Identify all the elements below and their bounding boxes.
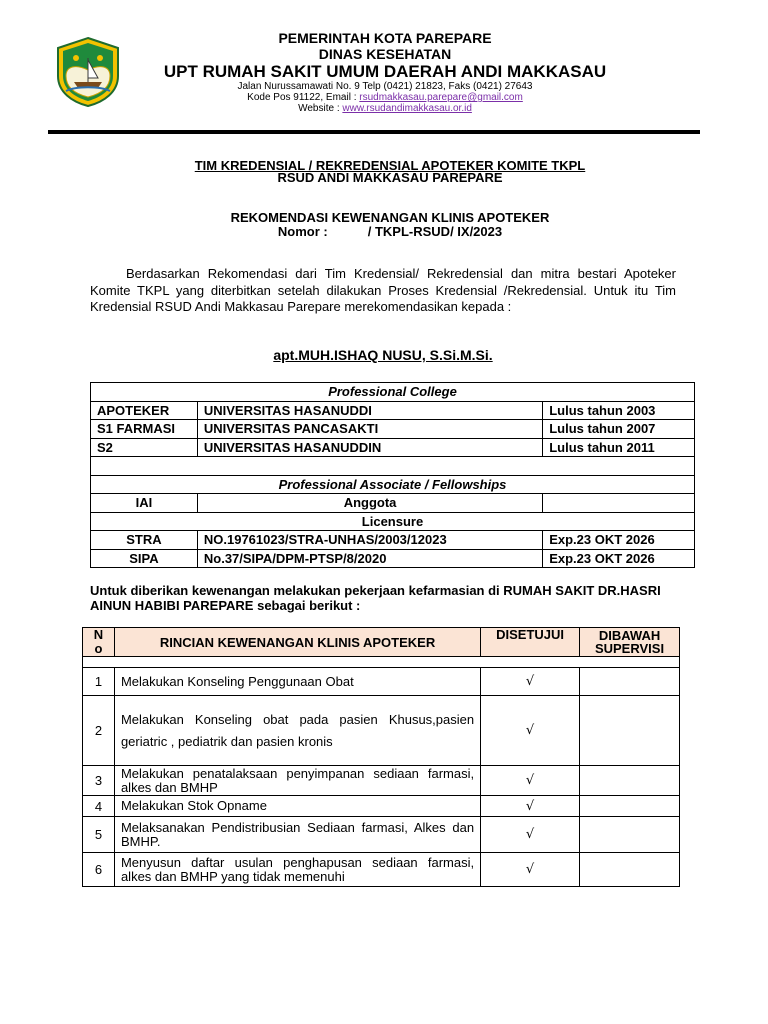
row-description: Melakukan Stok Opname: [114, 796, 480, 817]
table-row: [91, 457, 695, 476]
row-approved-check: √: [481, 817, 580, 853]
row-approved-check: √: [481, 696, 580, 766]
parepare-city-emblem-icon: [52, 36, 124, 108]
education-institution: UNIVERSITAS PANCASAKTI: [197, 420, 542, 439]
header-supervised: DIBAWAH SUPERVISI: [580, 628, 680, 657]
team-heading: TIM KREDENSIAL / REKREDENSIAL APOTEKER KOMITE TKPL: [194, 158, 586, 173]
row-supervised: [580, 668, 680, 696]
website-label: Website :: [298, 103, 343, 114]
row-description: Melakukan Konseling obat pada pasien Khusus,pasien geriatric , pediatrik dan pasien kronis: [114, 696, 480, 766]
row-description: Melakukan penatalaksaan penyimpanan sediaan farmasi, alkes dan BMHP: [114, 766, 480, 796]
table-row: [83, 657, 680, 668]
license-expiry: Exp.23 OKT 2026: [543, 549, 695, 568]
education-level: S2: [91, 438, 198, 457]
row-no: 5: [83, 817, 115, 853]
table-row: [91, 401, 695, 420]
recipient-name: apt.MUH.ISHAQ NUSU, S.Si.M.Si.: [273, 347, 493, 363]
table-row: [91, 420, 695, 439]
association-status: Anggota: [197, 494, 542, 513]
table-row: [83, 853, 680, 887]
licensure-header: Licensure: [91, 512, 695, 531]
row-no: 6: [83, 853, 115, 887]
row-supervised: [580, 696, 680, 766]
license-type: SIPA: [91, 549, 198, 568]
website-link[interactable]: www.rsudandimakkasau.or.id: [342, 103, 472, 114]
letterhead-government: PEMERINTAH KOTA PAREPARE: [278, 30, 492, 46]
clinical-authority-table: [82, 627, 680, 887]
row-no: 2: [83, 696, 115, 766]
row-no: 1: [83, 668, 115, 696]
license-expiry: Exp.23 OKT 2026: [543, 531, 695, 550]
spacer-row: [83, 657, 680, 668]
education-level: S1 FARMASI: [91, 420, 198, 439]
letterhead-divider: [48, 130, 700, 134]
document-number: [100, 224, 680, 239]
postal-email-label: Kode Pos 91122, Email :: [247, 92, 360, 103]
authority-intro: Untuk diberikan kewenangan melakukan pekerjaan kefarmasian di RUMAH SAKIT DR.HASRI AINUN HABIBI PAREPARE sebagai berikut :: [90, 583, 661, 613]
table-row: [83, 817, 680, 853]
education-graduation: Lulus tahun 2011: [543, 438, 695, 457]
table-row: [91, 531, 695, 550]
row-approved-check: √: [481, 853, 580, 887]
education-institution: UNIVERSITAS HASANUDDIN: [197, 438, 542, 457]
education-institution: UNIVERSITAS HASANUDDI: [197, 401, 542, 420]
row-description: Menyusun daftar usulan penghapusan sediaan farmasi, alkes dan BMHP yang tidak memenuhi: [114, 853, 480, 887]
row-supervised: [580, 853, 680, 887]
nomor-value: / TKPL-RSUD/ IX/2023: [367, 224, 503, 239]
row-description: Melakukan Konseling Penggunaan Obat: [114, 668, 480, 696]
letterhead-hospital-name: UPT RUMAH SAKIT UMUM DAERAH ANDI MAKKASAU: [163, 62, 607, 81]
table-row: [83, 696, 680, 766]
document-title: REKOMENDASI KEWENANGAN KLINIS APOTEKER: [230, 210, 550, 225]
row-no: 4: [83, 796, 115, 817]
empty-row: [91, 457, 695, 476]
empty-cell: [543, 494, 695, 513]
header-description: RINCIAN KEWENANGAN KLINIS APOTEKER: [114, 628, 480, 657]
education-graduation: Lulus tahun 2003: [543, 401, 695, 420]
license-number: NO.19761023/STRA-UNHAS/2003/12023: [197, 531, 542, 550]
intro-paragraph: Berdasarkan Rekomendasi dari Tim Kredensial/ Rekredensial dan mitra bestari Apoteker Komite TKPL yang diterbitkan setelah dilakukan Proses Kredensial /Rekredensial. Untuk itu Tim Kredensial RSUD Andi Makkasau Parepare merekomendasikan kepada :: [90, 266, 676, 314]
education-level: APOTEKER: [91, 401, 198, 420]
education-graduation: Lulus tahun 2007: [543, 420, 695, 439]
table-row: [91, 475, 695, 494]
nomor-label: Nomor :: [277, 224, 328, 239]
table-row: [91, 494, 695, 513]
table-row: [83, 766, 680, 796]
row-supervised: [580, 766, 680, 796]
header-no-bottom: o: [94, 641, 103, 656]
letterhead-contact: [140, 92, 630, 103]
table-header-row: [83, 628, 680, 657]
row-no: 3: [83, 766, 115, 796]
license-type: STRA: [91, 531, 198, 550]
row-description: Melaksanakan Pendistribusian Sediaan farmasi, Alkes dan BMHP.: [114, 817, 480, 853]
header-approved: DISETUJUI: [481, 628, 580, 657]
row-approved-check: √: [481, 796, 580, 817]
table-row: [91, 512, 695, 531]
license-number: No.37/SIPA/DPM-PTSP/8/2020: [197, 549, 542, 568]
team-subheading: RSUD ANDI MAKKASAU PAREPARE: [277, 170, 503, 185]
email-link[interactable]: rsudmakkasau.parepare@gmail.com: [359, 92, 523, 103]
letterhead-website: [140, 103, 630, 114]
association-name: IAI: [91, 494, 198, 513]
table-row: [83, 796, 680, 817]
row-supervised: [580, 796, 680, 817]
professional-college-header: Professional College: [91, 383, 695, 402]
row-approved-check: √: [481, 668, 580, 696]
header-no: [83, 628, 115, 657]
qualifications-table: [90, 382, 695, 568]
associate-header: Professional Associate / Fellowships: [91, 475, 695, 494]
table-row: [91, 438, 695, 457]
table-row: [91, 383, 695, 402]
header-no-top: N: [93, 627, 104, 642]
row-supervised: [580, 817, 680, 853]
table-row: [91, 549, 695, 568]
table-row: [83, 668, 680, 696]
letterhead-department: DINAS KESEHATAN: [318, 46, 452, 62]
letterhead-address: Jalan Nurussamawati No. 9 Telp (0421) 21823, Faks (0421) 27643: [237, 81, 533, 92]
row-approved-check: √: [481, 766, 580, 796]
